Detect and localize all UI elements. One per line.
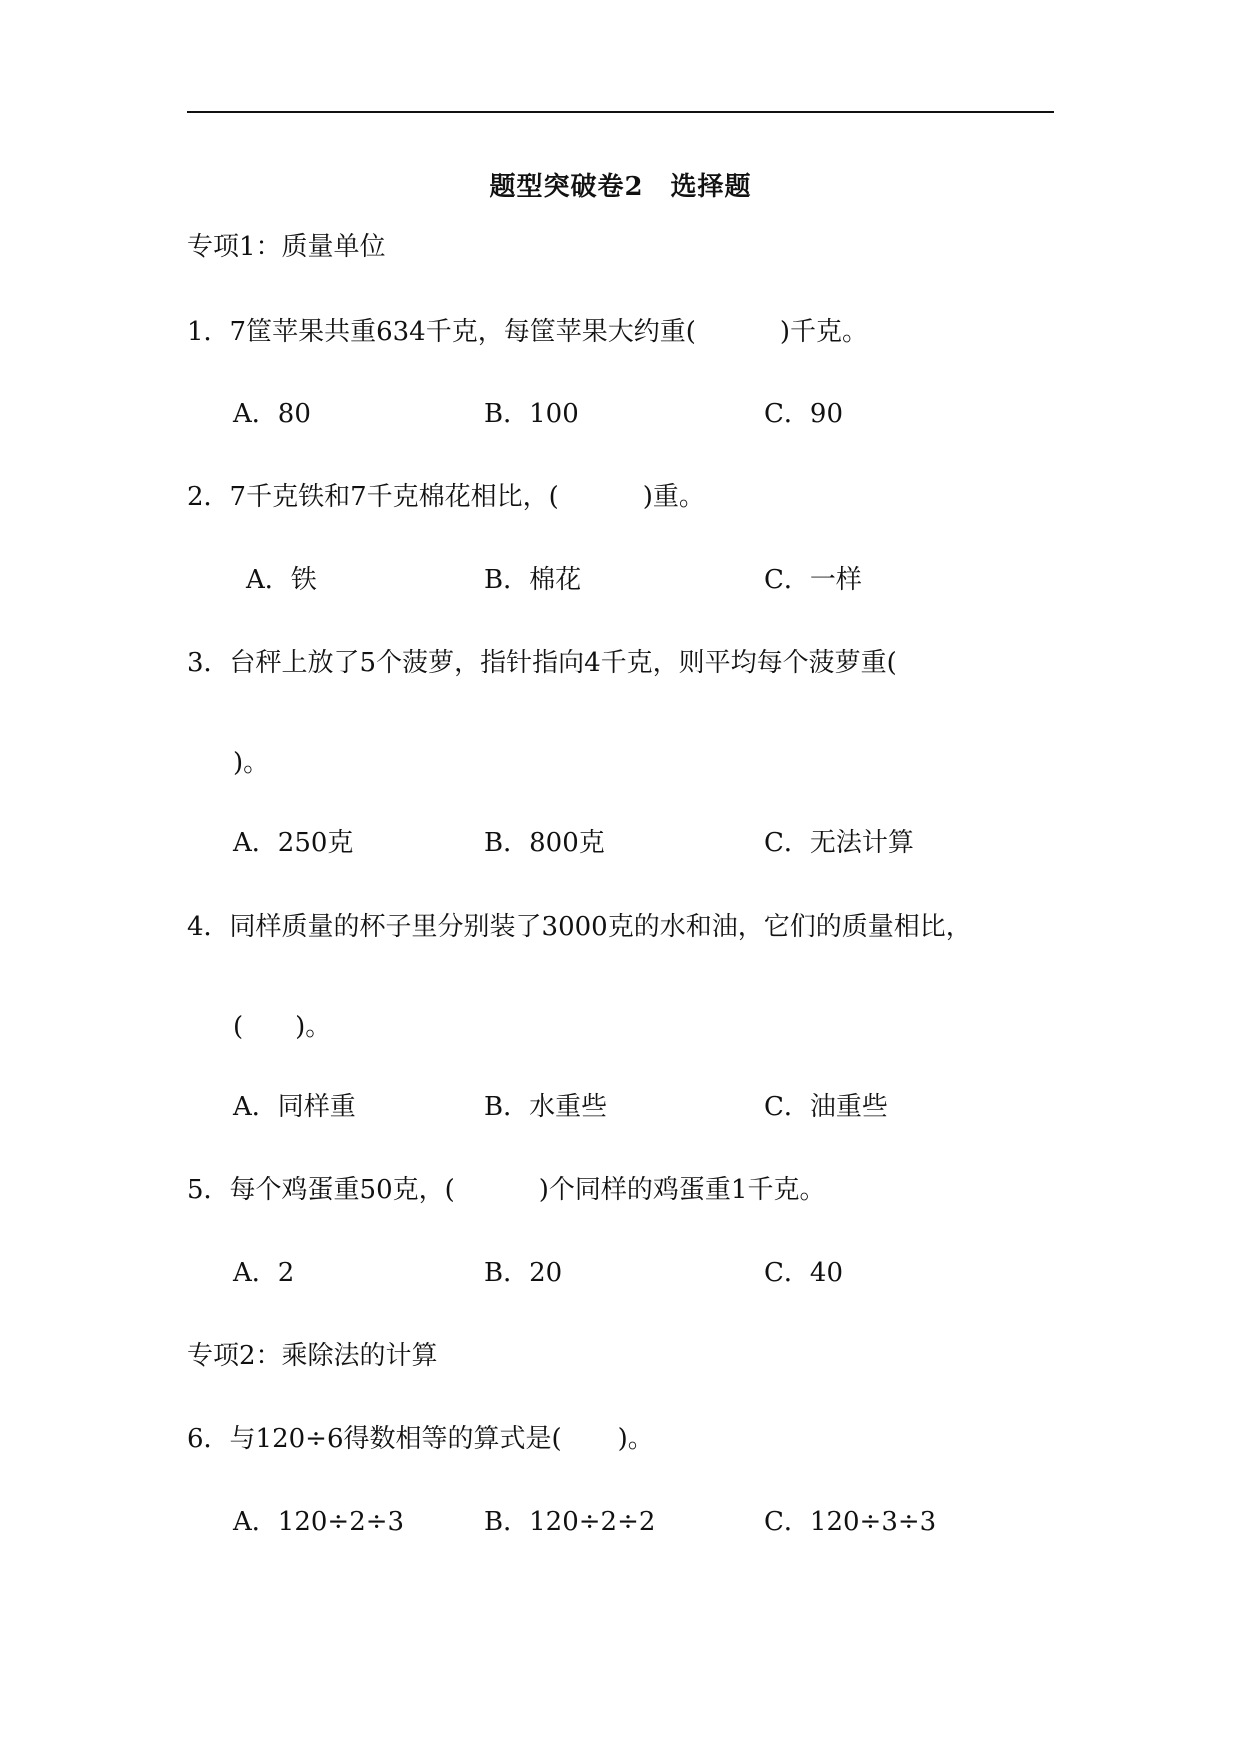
- question-1: [187, 315, 868, 349]
- option-a: A．同样重: [233, 1092, 356, 1122]
- header-rule: [187, 111, 1054, 113]
- option-b: B．800克: [484, 828, 605, 858]
- option-a: A．80: [233, 399, 311, 429]
- question-4-continuation: ( )。: [233, 1012, 332, 1042]
- question-3-continuation: )。: [233, 748, 270, 778]
- section-heading-2: 专项2：乘除法的计算: [187, 1341, 438, 1371]
- question-3: [187, 646, 897, 680]
- option-a: A．2: [233, 1258, 295, 1288]
- question-number: 3．: [187, 648, 230, 678]
- section-heading-1: 专项1：质量单位: [187, 232, 386, 262]
- question-text: 同样质量的杯子里分别装了3000克的水和油，它们的质量相比，: [229, 912, 972, 942]
- question-number: 1．: [187, 317, 230, 347]
- question-5: [187, 1173, 825, 1207]
- option-b: B．棉花: [484, 565, 582, 595]
- option-a: A．铁: [246, 565, 317, 595]
- option-b: B．100: [484, 399, 579, 429]
- question-number: 5．: [187, 1175, 230, 1205]
- question-6: [187, 1422, 654, 1456]
- option-a: A．250克: [233, 828, 354, 858]
- question-text: 7千克铁和7千克棉花相比，(: [229, 482, 559, 512]
- option-b: B．20: [484, 1258, 563, 1288]
- question-number: 6．: [187, 1424, 230, 1454]
- option-c: C．无法计算: [764, 828, 914, 858]
- option-c: C．120÷3÷3: [764, 1507, 937, 1537]
- option-c: C．一样: [764, 565, 862, 595]
- option-b: B．水重些: [484, 1092, 608, 1122]
- question-text: 台秤上放了5个菠萝，指针指向4千克，则平均每个菠萝重(: [229, 648, 897, 678]
- question-text: 与120÷6得数相等的算式是(: [229, 1424, 562, 1454]
- option-b: B．120÷2÷2: [484, 1507, 656, 1537]
- option-a: A．120÷2÷3: [233, 1507, 405, 1537]
- question-text-end: )个同样的鸡蛋重1千克。: [538, 1175, 826, 1205]
- option-c: C．90: [764, 399, 843, 429]
- question-number: 4．: [187, 912, 230, 942]
- question-4: [187, 910, 972, 944]
- page-title: 题型突破卷2 选择题: [489, 172, 752, 202]
- question-text-end: )重。: [642, 482, 705, 512]
- question-text-end: )千克。: [779, 317, 869, 347]
- question-text: 每个鸡蛋重50克，(: [229, 1175, 455, 1205]
- question-number: 2．: [187, 482, 230, 512]
- option-c: C．40: [764, 1258, 843, 1288]
- option-c: C．油重些: [764, 1092, 888, 1122]
- question-2: [187, 480, 705, 514]
- question-text-end: )。: [617, 1424, 654, 1454]
- question-text: 7筐苹果共重634千克，每筐苹果大约重(: [229, 317, 696, 347]
